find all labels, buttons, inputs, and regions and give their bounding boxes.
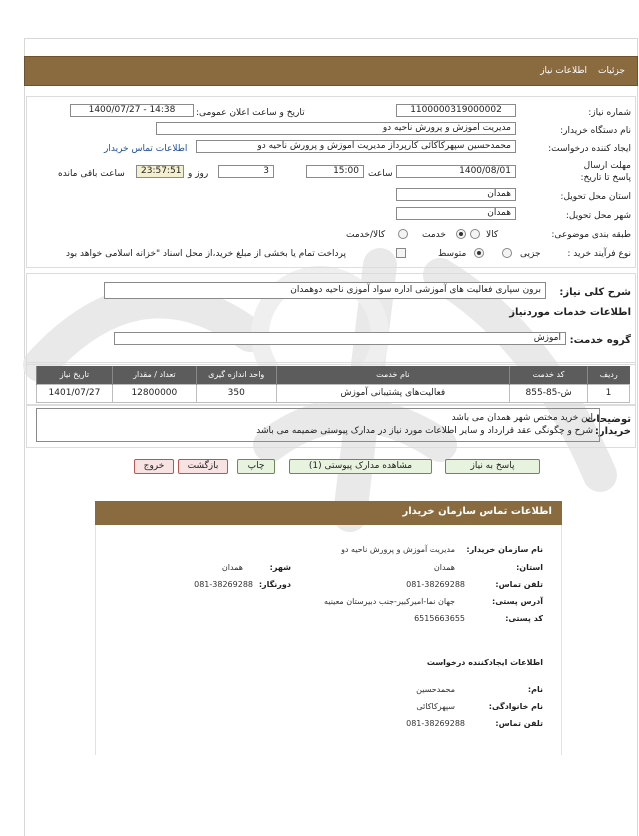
cell-need-date: 1401/07/27 [37,384,113,402]
buyer-label: نام دستگاه خریدار: [560,126,631,136]
col-service-code: کد خدمت [510,366,588,384]
category-option-goods-label: کالا [486,230,499,240]
contact-address: جهان نما-امیرکبیر-جنب دبیرستان معینیه [324,597,455,606]
table-header-row [37,366,630,384]
contact-phone-label: تلفن تماس: [495,580,543,589]
province-label: استان محل تحویل: [560,192,631,202]
exit-button[interactable]: خروج [134,459,174,474]
contact-province: همدان [433,563,455,572]
contact-postal-label: کد پستی: [505,614,543,623]
creator-info-title: اطلاعات ایجادکننده درخواست [426,658,543,667]
services-title: اطلاعات خدمات موردنیاز [509,307,631,318]
buyer-notes-line2: شرح و چگونگی عقد قرارداد و سایر اطلاعات مورد نیاز در مدارک پیوستی ضمیمه می باشد [256,426,593,436]
deadline-time-field: 15:00 [306,165,364,178]
creator-last-name-label: نام خانوادگی: [488,702,543,711]
creator-label: ایجاد کننده درخواست: [548,144,631,154]
category-label: طبقه بندی موضوعی: [551,230,631,240]
buyer-name-field: مدیریت آموزش و پرورش ناحیه دو [156,122,516,135]
reply-button[interactable]: پاسخ به نیاز [445,459,540,474]
service-group-label: گروه خدمت: [569,335,631,346]
treasury-payment-checkbox[interactable] [396,248,406,258]
contact-fax: 081-38269288 [194,580,253,589]
contact-header: اطلاعات تماس سازمان خریدار [95,501,562,525]
days-label: روز و [188,169,209,179]
buyer-notes-label: توضیحات خریدار: [586,414,631,437]
category-option-service-label: خدمت [422,230,446,240]
col-need-date: تاریخ نیاز [37,366,113,384]
cell-quantity: 12800000 [112,384,196,402]
cell-unit: 350 [196,384,276,402]
col-row-number: ردیف [588,366,630,384]
contact-postal: 6515663655 [414,614,465,623]
city-field: همدان [396,207,516,220]
remaining-label: ساعت باقی مانده [58,169,125,179]
services-table [36,366,630,403]
top-nav-bar [24,56,638,86]
creator-first-name: محمدحسین [416,685,455,694]
category-option-goods-service-label: کالا/خدمت [346,230,386,240]
category-goods-service-radio[interactable] [398,229,408,239]
deadline-date-field: 1400/08/01 [396,165,516,178]
city-label: شهر محل تحویل: [565,211,631,221]
payment-note: پرداخت تمام یا بخشی از مبلغ خرید،از محل اسناد "خزانه اسلامی خواهد بود [66,249,347,259]
attachments-button[interactable]: مشاهده مدارک پیوستی (1) [289,459,432,474]
category-service-radio[interactable] [456,229,466,239]
contact-address-label: آدرس پستی: [492,597,543,606]
contact-buyer-name-label: نام سازمان خریدار: [466,545,543,554]
contact-city-label: شهر: [269,563,291,572]
creator-phone-label: تلفن تماس: [495,719,543,728]
col-quantity: تعداد / مقدار [112,366,196,384]
announce-date-field: 1400/07/27 - 14:38 [70,104,194,117]
process-label: نوع فرآیند خرید : [567,249,631,259]
cell-service-name: فعالیت‌های پشتیبانی آموزش [276,384,509,402]
summary-label: شرح کلی نیاز: [559,287,631,298]
need-number-field: 1100000319000002 [396,104,516,117]
nav-details-link[interactable]: جزئیات [598,66,625,76]
process-medium-radio[interactable] [474,248,484,258]
nav-need-info-link[interactable]: اطلاعات نیاز [540,66,587,76]
contact-panel [95,525,562,755]
col-unit: واحد اندازه گیری [196,366,276,384]
cell-service-code: ش-85-855 [510,384,588,402]
contact-fax-label: دورنگار: [258,580,291,589]
buyer-notes-line1: این خرید مختص شهر همدان می باشد [451,413,593,423]
service-group-field: آموزش [114,332,566,345]
back-button[interactable]: بازگشت [178,459,228,474]
announce-label: تاریخ و ساعت اعلان عمومی: [196,108,305,118]
cell-row-number: 1 [588,384,630,402]
province-field: همدان [396,188,516,201]
creator-field: محمدحسین سپهرکاکائی کارپرداز مدیریت آموزش و پرورش ناحیه دو [196,140,516,153]
col-service-name: نام خدمت [276,366,509,384]
contact-phone: 081-38269288 [406,580,465,589]
process-option-minor-label: جزیی [520,249,541,259]
days-remaining-field: 3 [218,165,274,178]
contact-city: همدان [221,563,243,572]
remaining-time-field: 23:57:51 [136,165,184,178]
deadline-time-label: ساعت [368,169,393,179]
print-button[interactable]: چاپ [237,459,275,474]
need-number-label: شماره نیاز: [588,108,631,118]
contact-buyer-name: مدیریت آموزش و پرورش ناحیه دو [341,545,455,554]
process-option-medium-label: متوسط [438,249,467,259]
creator-first-name-label: نام: [527,685,543,694]
deadline-label: مهلت ارسال پاسخ تا تاریخ: [580,161,631,183]
creator-last-name: سپهرکاکائی [416,702,455,711]
buyer-contact-link[interactable]: اطلاعات تماس خریدار [104,144,188,154]
process-minor-radio[interactable] [502,248,512,258]
creator-phone: 081-38269288 [406,719,465,728]
buyer-notes-box [36,408,600,442]
table-row [37,384,630,402]
summary-field: برون سپاری فعالیت های آموزشی اداره سواد آموزی ناحیه دوهمدان [104,282,546,299]
category-goods-radio[interactable] [470,229,480,239]
contact-province-label: استان: [516,563,543,572]
